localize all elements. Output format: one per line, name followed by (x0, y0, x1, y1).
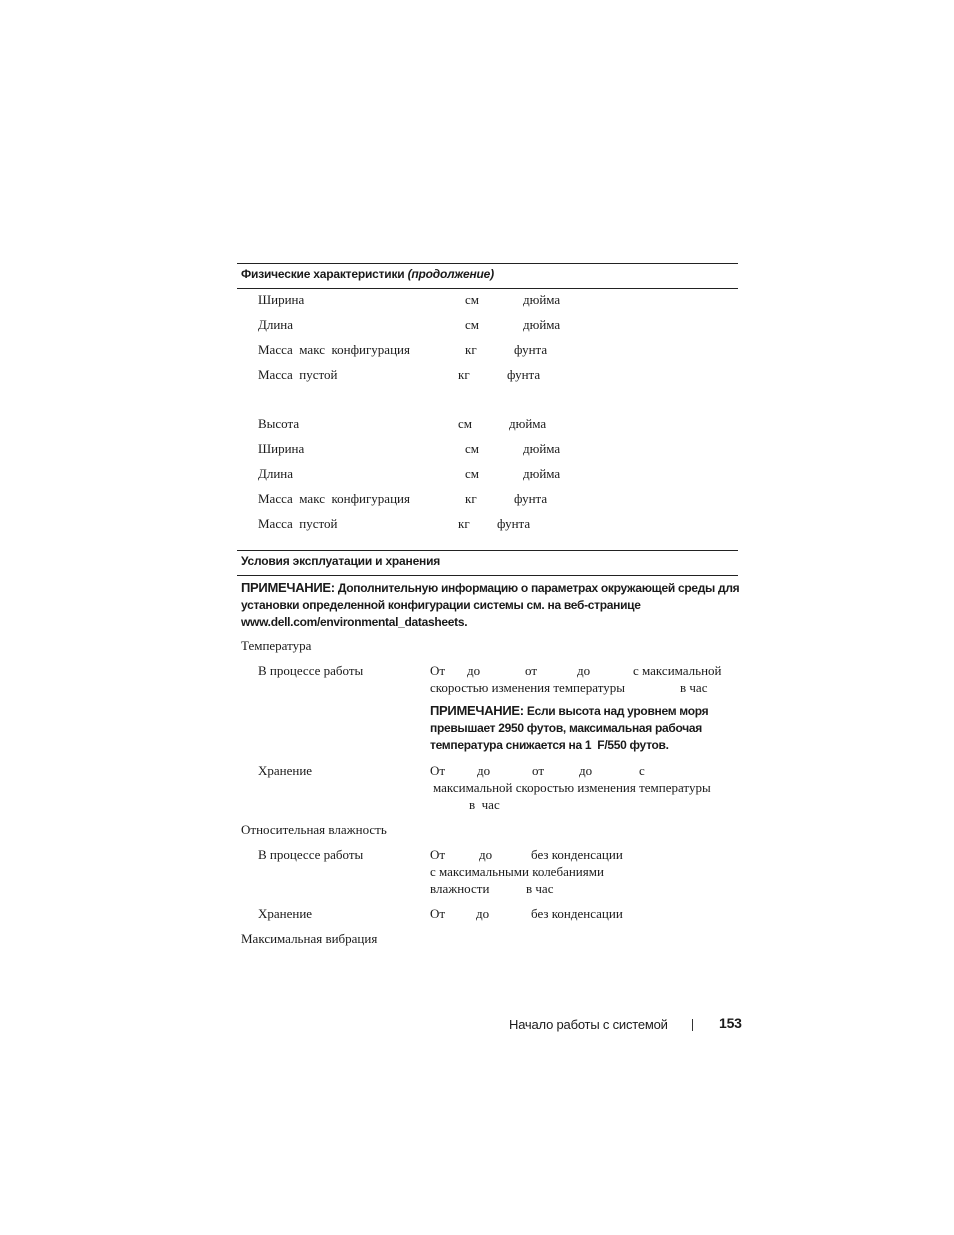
spec-row-label: Высота (258, 416, 300, 431)
env-top-rule (237, 550, 738, 551)
page-number: 153 (719, 1015, 742, 1031)
spec-row-label: Ширина (258, 292, 305, 307)
spec-row-unit1: см (458, 416, 472, 431)
hum-storage-label: Хранение (258, 906, 313, 921)
spec-row-unit2: фунта (497, 516, 531, 531)
spec-row-unit1: см (465, 292, 479, 307)
spec-row-unit2: фунта (514, 491, 548, 506)
hum-storage-word: до (476, 906, 490, 921)
vibration-title: Максимальная вибрация (241, 931, 378, 946)
temp-storage-word: От (430, 763, 446, 778)
spec-row-unit1: см (465, 466, 479, 481)
temp-operating-line2: скоростью изменения температуры (430, 680, 625, 695)
temp-operating-word: от (525, 663, 538, 678)
env-heading-rule (237, 575, 738, 576)
temp-operating-per-hour: в час (680, 680, 708, 695)
spec-row-unit2: дюйма (523, 466, 561, 481)
hum-operating-word: до (479, 847, 493, 862)
temp-operating-word: с максимальной (633, 663, 722, 678)
hum-operating-line3a: влажности (430, 881, 490, 896)
spec-row-unit2: дюйма (523, 317, 561, 332)
spec-row-label: Ширина (258, 441, 305, 456)
hum-operating-word: От (430, 847, 446, 862)
temp-storage-line2: максимальной скоростью изменения температуры (433, 780, 711, 795)
spec-row-unit2: дюйма (523, 292, 561, 307)
spec-row-label: Длина (258, 466, 294, 481)
note-link[interactable]: www.dell.com/environmental_datasheets. (241, 615, 468, 629)
heading-rule (237, 288, 738, 289)
heading-suffix: (продолжение) (407, 267, 494, 281)
op-note-label: ПРИМЕЧАНИЕ: (430, 703, 524, 718)
spec-row-unit2: фунта (507, 367, 541, 382)
op-note-3: температура снижается на 1 F/550 футов. (430, 738, 669, 752)
humidity-title: Относительная влажность (241, 822, 387, 837)
temp-storage-label: Хранение (258, 763, 313, 778)
temp-storage-word: от (532, 763, 545, 778)
heading-text: Физические характеристики (241, 267, 405, 281)
spec-row-label: Масса пустой (258, 516, 338, 531)
hum-operating-line3b: в час (526, 881, 554, 896)
spec-row-unit1: кг (465, 491, 477, 506)
hum-operating-label: В процессе работы (258, 847, 364, 862)
hum-storage-word: От (430, 906, 446, 921)
temp-storage-word: с (639, 763, 645, 778)
spec-row-unit1: см (465, 441, 479, 456)
temp-operating-label: В процессе работы (258, 663, 364, 678)
spec-row-unit1: кг (458, 516, 470, 531)
spec-row-unit2: дюйма (509, 416, 547, 431)
spec-row-label: Длина (258, 317, 294, 332)
note-text-2: установки определенной конфигурации системы см. на веб-странице (241, 598, 641, 612)
hum-operating-word: без конденсации (531, 847, 623, 862)
spec-row-unit1: кг (465, 342, 477, 357)
temp-operating-word: до (467, 663, 481, 678)
spec-row-unit2: фунта (514, 342, 548, 357)
section-heading-environment: Условия эксплуатации и хранения (241, 554, 441, 568)
spec-row-unit2: дюйма (523, 441, 561, 456)
note-text-1: Дополнительную информацию о параметрах окружающей среды для (337, 581, 740, 595)
temp-storage-line3: в час (469, 797, 500, 812)
top-rule (237, 263, 738, 264)
temp-operating-word: От (430, 663, 446, 678)
temp-storage-word: до (477, 763, 491, 778)
footer-separator (692, 1019, 693, 1031)
spec-row-label: Масса макс конфигурация (258, 491, 410, 506)
temperature-note (430, 702, 740, 754)
temperature-title: Температура (241, 638, 312, 653)
temp-operating-word: до (577, 663, 591, 678)
hum-operating-line2: с максимальными колебаниями (430, 864, 604, 879)
spec-row-label: Масса макс конфигурация (258, 342, 410, 357)
spec-row-unit1: кг (458, 367, 470, 382)
spec-row-label: Масса пустой (258, 367, 338, 382)
section-heading-physical (241, 267, 494, 281)
spec-row-unit1: см (465, 317, 479, 332)
hum-storage-word: без конденсации (531, 906, 623, 921)
op-note-1: Если высота над уровнем моря (526, 704, 709, 718)
note-label: ПРИМЕЧАНИЕ: (241, 580, 335, 595)
footer-title: Начало работы с системой (509, 1017, 668, 1032)
temp-storage-word: до (579, 763, 593, 778)
op-note-2: превышает 2950 футов, максимальная рабочая (430, 721, 702, 735)
environment-note (241, 579, 741, 631)
